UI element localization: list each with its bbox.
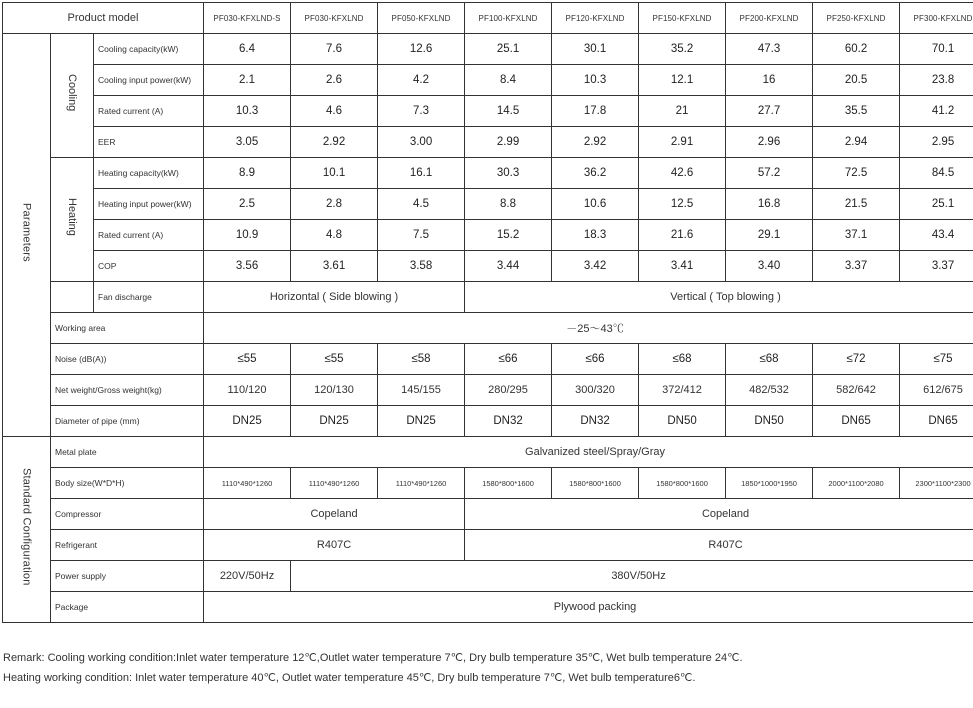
cooling-label: Cooling — [66, 74, 78, 112]
cell-value: 1110*490*1260 — [291, 468, 378, 499]
cell-value: 25.1 — [465, 34, 552, 65]
cell-value: 30.1 — [552, 34, 639, 65]
cell-value: 72.5 — [813, 158, 900, 189]
cell-value: 120/130 — [291, 375, 378, 406]
row-label: Heating input power(kW) — [94, 189, 204, 220]
cell-value: 2.5 — [204, 189, 291, 220]
cell-value: 110/120 — [204, 375, 291, 406]
cell-value: 10.3 — [552, 65, 639, 96]
header-row — [3, 3, 973, 34]
cell-value: 18.3 — [552, 220, 639, 251]
cell-value: 2.6 — [291, 65, 378, 96]
cell-value: 21 — [639, 96, 726, 127]
cell-value: 2.92 — [291, 127, 378, 158]
row-label: Diameter of pipe (mm) — [51, 406, 204, 437]
cell-value: 16 — [726, 65, 813, 96]
cell-value: 8.9 — [204, 158, 291, 189]
spec-table — [2, 2, 973, 623]
cell-value: DN65 — [900, 406, 973, 437]
cell-value: 582/642 — [813, 375, 900, 406]
model-header: PF050-KFXLND — [378, 3, 465, 34]
cell-value: 16.1 — [378, 158, 465, 189]
cell-value: ≤68 — [639, 344, 726, 375]
row-body-size — [3, 468, 973, 499]
heating-group — [51, 158, 94, 282]
row-label: Net weight/Gross weight(kg) — [51, 375, 204, 406]
cell-value: 42.6 — [639, 158, 726, 189]
package-value: Plywood packing — [204, 592, 973, 623]
cell-value: ≤72 — [813, 344, 900, 375]
cell-value: 1110*490*1260 — [204, 468, 291, 499]
parameters-label: Parameters — [20, 203, 33, 262]
row-fan-discharge — [3, 282, 973, 313]
cell-value: 2.99 — [465, 127, 552, 158]
model-header: PF030-KFXLND-S — [204, 3, 291, 34]
row-label: EER — [94, 127, 204, 158]
cell-value: DN25 — [291, 406, 378, 437]
cell-value: 3.42 — [552, 251, 639, 282]
cell-value: ≤66 — [552, 344, 639, 375]
fan-horizontal: Horizontal ( Side blowing ) — [204, 282, 465, 313]
standard-configuration-label: Standard Configuration — [20, 468, 33, 586]
cell-value: 60.2 — [813, 34, 900, 65]
row-eer — [3, 127, 973, 158]
cell-value: 2.1 — [204, 65, 291, 96]
cell-value: DN25 — [204, 406, 291, 437]
row-heating-capacity — [3, 158, 973, 189]
cell-value: 3.05 — [204, 127, 291, 158]
row-pipe-diameter — [3, 406, 973, 437]
cell-value: ≤75 — [900, 344, 973, 375]
row-label: Compressor — [51, 499, 204, 530]
row-cooling-capacity — [3, 34, 973, 65]
row-cooling-input-power — [3, 65, 973, 96]
row-weight — [3, 375, 973, 406]
cell-value: 23.8 — [900, 65, 973, 96]
power-supply-left: 220V/50Hz — [204, 561, 291, 592]
cell-value: 3.56 — [204, 251, 291, 282]
cell-value: 1580*800*1600 — [465, 468, 552, 499]
cell-value: 3.40 — [726, 251, 813, 282]
cell-value: 27.7 — [726, 96, 813, 127]
cell-value: 10.9 — [204, 220, 291, 251]
model-header: PF120-KFXLND — [552, 3, 639, 34]
cell-value: 10.1 — [291, 158, 378, 189]
cell-value: DN65 — [813, 406, 900, 437]
cell-value: 70.1 — [900, 34, 973, 65]
cell-value: 300/320 — [552, 375, 639, 406]
cell-value: 15.2 — [465, 220, 552, 251]
remark-line: Heating working condition: Inlet water temperature 40℃, Outlet water temperature 45℃, Dry bulb temperature 7℃, Wet bulb temperature6℃. — [3, 672, 696, 684]
cell-value: 35.5 — [813, 96, 900, 127]
cell-value: 3.41 — [639, 251, 726, 282]
refrigerant-right: R407C — [465, 530, 973, 561]
cell-value: 20.5 — [813, 65, 900, 96]
cell-value: 29.1 — [726, 220, 813, 251]
cell-value: 1580*800*1600 — [552, 468, 639, 499]
cell-value: 1850*1000*1950 — [726, 468, 813, 499]
cell-value: ≤66 — [465, 344, 552, 375]
cell-value: 84.5 — [900, 158, 973, 189]
cell-value: DN32 — [465, 406, 552, 437]
cell-value: 25.1 — [900, 189, 973, 220]
cell-value: 8.4 — [465, 65, 552, 96]
cell-value: 8.8 — [465, 189, 552, 220]
row-label: Rated current (A) — [94, 220, 204, 251]
cell-value: 280/295 — [465, 375, 552, 406]
compressor-left: Copeland — [204, 499, 465, 530]
cell-value: 2.91 — [639, 127, 726, 158]
empty-cell — [51, 282, 94, 313]
remarks — [3, 648, 969, 688]
cell-value: 2300*1100*2300 — [900, 468, 973, 499]
row-working-area — [3, 313, 973, 344]
cell-value: 41.2 — [900, 96, 973, 127]
cell-value: 1580*800*1600 — [639, 468, 726, 499]
metal-plate-value: Galvanized steel/Spray/Gray — [204, 437, 973, 468]
parameters-group — [3, 34, 51, 437]
cell-value: 7.3 — [378, 96, 465, 127]
cell-value: 12.1 — [639, 65, 726, 96]
compressor-right: Copeland — [465, 499, 973, 530]
working-area-value: －25～43℃ — [204, 313, 973, 344]
cell-value: ≤58 — [378, 344, 465, 375]
cell-value: 4.8 — [291, 220, 378, 251]
cell-value: 2000*1100*2080 — [813, 468, 900, 499]
model-header: PF150-KFXLND — [639, 3, 726, 34]
row-label: Metal plate — [51, 437, 204, 468]
cell-value: 3.37 — [900, 251, 973, 282]
cell-value: 3.58 — [378, 251, 465, 282]
cell-value: 6.4 — [204, 34, 291, 65]
product-model-header: Product model — [3, 3, 204, 34]
refrigerant-left: R407C — [204, 530, 465, 561]
cell-value: 2.92 — [552, 127, 639, 158]
cell-value: 21.5 — [813, 189, 900, 220]
row-label: Working area — [51, 313, 204, 344]
row-label: Refrigerant — [51, 530, 204, 561]
cell-value: 4.6 — [291, 96, 378, 127]
cell-value: 1110*490*1260 — [378, 468, 465, 499]
row-cooling-rated-current — [3, 96, 973, 127]
row-label: Heating capacity(kW) — [94, 158, 204, 189]
cell-value: 36.2 — [552, 158, 639, 189]
power-supply-right: 380V/50Hz — [291, 561, 973, 592]
row-label: Rated current (A) — [94, 96, 204, 127]
cell-value: 4.2 — [378, 65, 465, 96]
model-header: PF100-KFXLND — [465, 3, 552, 34]
row-cop — [3, 251, 973, 282]
cell-value: 7.6 — [291, 34, 378, 65]
row-label: Body size(W*D*H) — [51, 468, 204, 499]
row-heating-rated-current — [3, 220, 973, 251]
cell-value: ≤55 — [204, 344, 291, 375]
cell-value: 3.61 — [291, 251, 378, 282]
row-label: Fan discharge — [94, 282, 204, 313]
cell-value: 37.1 — [813, 220, 900, 251]
row-label: Power supply — [51, 561, 204, 592]
row-compressor — [3, 499, 973, 530]
cell-value: ≤68 — [726, 344, 813, 375]
row-label: Cooling input power(kW) — [94, 65, 204, 96]
row-package — [3, 592, 973, 623]
cell-value: DN25 — [378, 406, 465, 437]
cell-value: 2.94 — [813, 127, 900, 158]
row-label: Noise (dB(A)) — [51, 344, 204, 375]
cell-value: 21.6 — [639, 220, 726, 251]
model-header: PF200-KFXLND — [726, 3, 813, 34]
row-noise — [3, 344, 973, 375]
row-label: Package — [51, 592, 204, 623]
row-label: Cooling capacity(kW) — [94, 34, 204, 65]
row-metal-plate — [3, 437, 973, 468]
cell-value: 35.2 — [639, 34, 726, 65]
cell-value: 30.3 — [465, 158, 552, 189]
cell-value: 7.5 — [378, 220, 465, 251]
cooling-group — [51, 34, 94, 158]
cell-value: 10.3 — [204, 96, 291, 127]
row-refrigerant — [3, 530, 973, 561]
cell-value: 612/675 — [900, 375, 973, 406]
cell-value: 17.8 — [552, 96, 639, 127]
model-header: PF030-KFXLND — [291, 3, 378, 34]
cell-value: 12.5 — [639, 189, 726, 220]
cell-value: 3.00 — [378, 127, 465, 158]
cell-value: 14.5 — [465, 96, 552, 127]
cell-value: 12.6 — [378, 34, 465, 65]
cell-value: 3.44 — [465, 251, 552, 282]
cell-value: 47.3 — [726, 34, 813, 65]
cell-value: 3.37 — [813, 251, 900, 282]
cell-value: 482/532 — [726, 375, 813, 406]
cell-value: 2.96 — [726, 127, 813, 158]
cell-value: 16.8 — [726, 189, 813, 220]
cell-value: 145/155 — [378, 375, 465, 406]
heating-label: Heating — [66, 198, 78, 236]
cell-value: DN50 — [639, 406, 726, 437]
model-header: PF300-KFXLND — [900, 3, 973, 34]
cell-value: 4.5 — [378, 189, 465, 220]
cell-value: DN32 — [552, 406, 639, 437]
cell-value: 2.8 — [291, 189, 378, 220]
fan-vertical: Vertical ( Top blowing ) — [465, 282, 973, 313]
cell-value: 372/412 — [639, 375, 726, 406]
cell-value: DN50 — [726, 406, 813, 437]
cell-value: 10.6 — [552, 189, 639, 220]
row-label: COP — [94, 251, 204, 282]
cell-value: 2.95 — [900, 127, 973, 158]
row-heating-input-power — [3, 189, 973, 220]
cell-value: ≤55 — [291, 344, 378, 375]
cell-value: 43.4 — [900, 220, 973, 251]
standard-configuration-group — [3, 437, 51, 623]
row-power-supply — [3, 561, 973, 592]
model-header: PF250-KFXLND — [813, 3, 900, 34]
cell-value: 57.2 — [726, 158, 813, 189]
remark-line: Remark: Cooling working condition:Inlet water temperature 12℃,Outlet water temperature 7℃, Dry bulb temperature 35℃, Wet bulb temperature 24℃. — [3, 652, 743, 664]
